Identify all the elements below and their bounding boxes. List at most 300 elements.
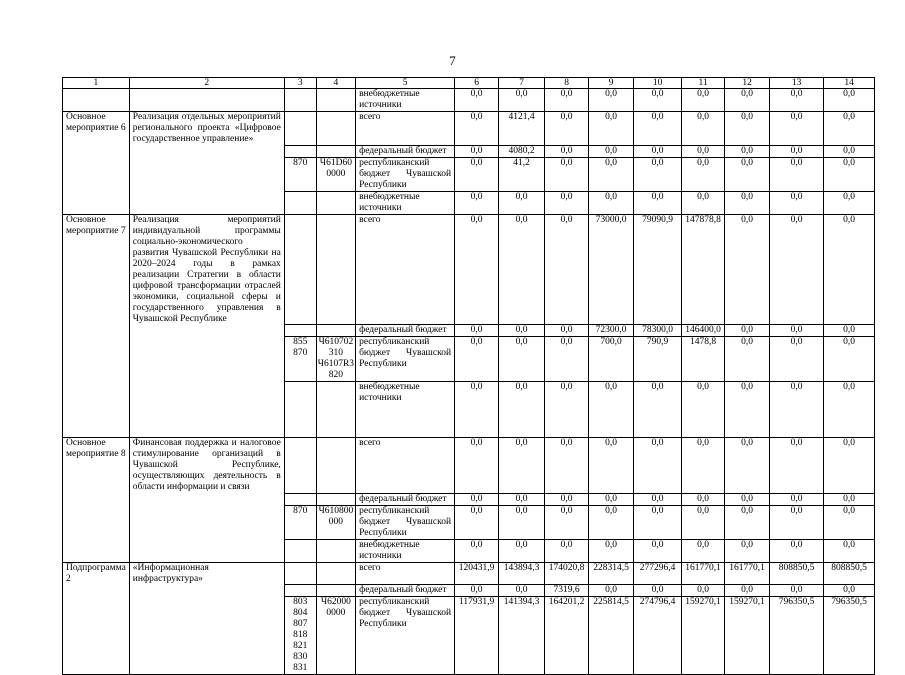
event-title [129,539,284,562]
amount-cell [499,112,545,146]
amount-cell-text: 0,0 [470,505,483,516]
amount-cell [545,337,589,382]
event-title [129,585,284,597]
amount-cell [589,438,634,494]
amount-cell [499,157,545,191]
funding-source-text: всего [359,112,381,122]
budget-code [316,337,355,382]
event-name [63,145,130,157]
event-title-text: «Информационная инфраструктура» [132,562,209,584]
responsible-code-text: 870 [293,157,308,168]
event-title [129,337,284,382]
amount-cell-text: 0,0 [790,438,803,448]
amount-cell [682,191,725,214]
responsible-code-text: 803 804 807 818 821 830 831 [293,597,308,673]
amount-cell-text: 0,0 [651,438,664,448]
amount-cell [455,112,499,146]
amount-cell [589,214,634,325]
table-row [63,562,875,585]
amount-cell [455,597,499,675]
amount-cell [682,112,725,146]
amount-cell [589,112,634,146]
amount-cell [682,214,725,325]
amount-cell-text: 0,0 [843,493,855,504]
amount-cell-text: 0,0 [605,89,617,99]
event-title [129,382,284,438]
amount-cell-text: 0,0 [843,89,855,99]
amount-cell-text: 0,0 [697,539,709,550]
amount-cell [725,382,770,438]
amount-cell-text: 225814,5 [593,597,629,607]
amount-cell [824,337,875,382]
event-title [129,325,284,337]
table-row [63,145,875,157]
funding-source [356,505,455,539]
responsible-code [284,597,316,675]
amount-cell [682,382,725,438]
amount-cell-text: 0,0 [515,382,528,392]
amount-cell-text: 0,0 [470,438,483,448]
table-row [63,382,875,438]
amount-cell [634,191,682,214]
amount-cell [770,145,824,157]
amount-cell-text: 0,0 [790,539,803,550]
amount-cell-text: 0,0 [790,214,803,225]
amount-cell-text: 0,0 [697,157,709,168]
amount-cell-text: 0,0 [560,112,573,122]
amount-cell-text: 0,0 [651,157,664,168]
event-title [129,214,284,325]
budget-code-text: Ч61D60 0000 [319,157,352,179]
amount-cell [824,191,875,214]
amount-cell-text: 0,0 [470,382,483,392]
funding-source-text: всего [359,438,381,448]
amount-cell-text: 0,0 [741,505,753,516]
amount-cell [770,562,824,585]
column-number: 5 [356,78,455,89]
amount-cell [770,89,824,112]
amount-cell-text: 0,0 [697,585,709,595]
amount-cell [725,539,770,562]
event-title-text: Реализация отдельных мероприятий регионального проекта «Цифровое государственное управление» [132,112,281,144]
column-number: 11 [682,78,725,89]
amount-cell [634,382,682,438]
budget-code-text: Ч610800 000 [318,505,354,527]
amount-cell-text: 0,0 [741,89,753,99]
amount-cell-text: 0,0 [605,505,617,516]
amount-cell [455,382,499,438]
budget-code [316,539,355,562]
amount-cell-text: 7319,6 [553,585,580,595]
amount-cell-text: 0,0 [843,539,855,550]
amount-cell [682,505,725,539]
table-row [63,89,875,112]
amount-cell [545,191,589,214]
amount-cell-text: 0,0 [560,214,573,225]
event-name-text: Основное мероприятие 8 [66,438,126,459]
event-name [63,493,130,505]
amount-cell-text: 0,0 [515,89,528,99]
amount-cell-text: 0,0 [470,325,483,335]
responsible-code [284,562,316,585]
amount-cell [455,157,499,191]
column-number: 13 [770,78,824,89]
amount-cell-text: 274796,4 [639,597,676,607]
amount-cell [634,597,682,675]
table-row [63,505,875,539]
amount-cell [545,562,589,585]
amount-cell-text: 0,0 [605,539,617,550]
amount-cell [634,438,682,494]
amount-cell-text: 0,0 [605,493,617,504]
funding-source [356,597,455,675]
amount-cell-text: 0,0 [605,145,617,156]
amount-cell-text: 0,0 [515,539,528,550]
amount-cell-text: 72300,0 [595,325,627,335]
amount-cell-text: 0,0 [515,337,528,347]
responsible-code [284,89,316,112]
funding-source-text: внебюджетные источники [359,382,420,403]
table-row [63,112,875,146]
amount-cell [545,438,589,494]
amount-cell-text: 0,0 [470,493,483,504]
budget-code [316,505,355,539]
amount-cell-text: 0,0 [605,585,617,595]
amount-cell [634,493,682,505]
event-name [63,562,130,585]
event-title [129,191,284,214]
amount-cell [824,145,875,157]
amount-cell [455,337,499,382]
amount-cell [634,89,682,112]
funding-source [356,89,455,112]
amount-cell [634,112,682,146]
amount-cell-text: 0,0 [697,505,709,516]
amount-cell-text: 0,0 [790,145,803,156]
event-title [129,562,284,585]
amount-cell-text: 0,0 [651,539,664,550]
amount-cell-text: 0,0 [515,493,528,504]
amount-cell [634,325,682,337]
responsible-code [284,191,316,214]
amount-cell [682,597,725,675]
amount-cell [770,325,824,337]
amount-cell [455,562,499,585]
amount-cell-text: 0,0 [560,539,573,550]
amount-cell-text: 0,0 [560,438,573,448]
amount-cell-text: 0,0 [843,325,855,335]
amount-cell-text: 0,0 [790,505,803,516]
amount-cell [499,191,545,214]
amount-cell [545,597,589,675]
amount-cell [770,112,824,146]
amount-cell-text: 0,0 [651,505,664,516]
amount-cell [499,145,545,157]
responsible-code-text: 855 870 [293,337,308,358]
amount-cell [824,214,875,325]
amount-cell-text: 0,0 [470,112,483,122]
amount-cell [589,191,634,214]
event-name [63,505,130,539]
amount-cell-text: 0,0 [741,585,753,595]
amount-cell [824,112,875,146]
amount-cell [725,337,770,382]
amount-cell-text: 0,0 [651,493,664,504]
amount-cell [545,505,589,539]
column-number: 2 [129,78,284,89]
responsible-code [284,112,316,146]
amount-cell [682,325,725,337]
funding-source-text: республиканский бюджет Чувашской Республики [359,505,452,538]
amount-cell [589,337,634,382]
event-title [129,505,284,539]
amount-cell-text: 0,0 [651,112,664,122]
amount-cell-text: 0,0 [515,214,528,225]
amount-cell [770,505,824,539]
amount-cell-text: 0,0 [843,438,855,448]
event-name [63,89,130,112]
amount-cell [824,597,875,675]
amount-cell [725,562,770,585]
amount-cell-text: 0,0 [605,438,617,448]
amount-cell [545,585,589,597]
amount-cell [589,585,634,597]
amount-cell-text: 0,0 [515,438,528,448]
amount-cell [545,89,589,112]
amount-cell [824,382,875,438]
amount-cell-text: 0,0 [790,493,803,504]
amount-cell-text: 0,0 [560,89,573,99]
amount-cell [824,438,875,494]
amount-cell [545,539,589,562]
amount-cell-text: 0,0 [741,438,753,448]
amount-cell-text: 277296,4 [639,562,676,573]
funding-source-text: республиканский бюджет Чувашской Республики [359,597,452,629]
amount-cell [682,585,725,597]
budget-code [316,562,355,585]
table-row [63,191,875,214]
amount-cell-text: 141394,3 [503,597,540,607]
amount-cell [589,505,634,539]
amount-cell-text: 120431,9 [458,562,495,573]
event-name [63,382,130,438]
amount-cell [499,214,545,325]
amount-cell [725,112,770,146]
funding-source [356,438,455,494]
amount-cell [455,214,499,325]
column-number: 9 [589,78,634,89]
amount-cell-text: 0,0 [697,382,709,392]
responsible-code [284,505,316,539]
amount-cell [824,493,875,505]
budget-code [316,493,355,505]
amount-cell-text: 0,0 [470,214,483,225]
event-name [63,157,130,191]
table-row [63,214,875,325]
event-title [129,145,284,157]
amount-cell [455,145,499,157]
amount-cell [634,157,682,191]
amount-cell-text: 161770,1 [685,562,721,573]
amount-cell [770,191,824,214]
amount-cell [682,539,725,562]
amount-cell [770,382,824,438]
amount-cell [634,585,682,597]
funding-source [356,382,455,438]
event-name [63,112,130,146]
event-name [63,325,130,337]
budget-code [316,438,355,494]
amount-cell [770,214,824,325]
column-number: 1 [63,78,130,89]
amount-cell [545,157,589,191]
column-number: 6 [455,78,499,89]
event-name [63,438,130,494]
amount-cell [770,337,824,382]
amount-cell-text: 143894,3 [503,562,540,573]
amount-cell [634,214,682,325]
amount-cell [725,191,770,214]
responsible-code [284,539,316,562]
column-number: 8 [545,78,589,89]
amount-cell [455,438,499,494]
budget-code [316,382,355,438]
event-name [63,585,130,597]
amount-cell-text: 796350,5 [778,597,815,607]
amount-cell-text: 0,0 [470,89,483,99]
budget-code [316,157,355,191]
amount-cell-text: 0,0 [560,493,573,504]
amount-cell-text: 159270,1 [729,597,765,607]
amount-cell [770,438,824,494]
event-title [129,157,284,191]
amount-cell [589,493,634,505]
amount-cell [589,539,634,562]
table-row [63,325,875,337]
responsible-code [284,438,316,494]
amount-cell-text: 228314,5 [593,562,629,573]
budget-code [316,585,355,597]
amount-cell-text: 0,0 [790,157,803,168]
amount-cell [770,493,824,505]
amount-cell [770,597,824,675]
amount-cell [589,597,634,675]
amount-cell [725,325,770,337]
event-name-text: Основное мероприятие 7 [66,214,126,236]
amount-cell [589,89,634,112]
event-name [63,597,130,675]
amount-cell-text: 0,0 [741,157,753,168]
amount-cell-text: 117931,9 [458,597,495,607]
event-title [129,493,284,505]
funding-source-text: федеральный бюджет [359,325,447,335]
amount-cell-text: 0,0 [515,325,528,335]
amount-cell-text: 0,0 [741,382,753,392]
amount-cell-text: 0,0 [515,191,528,202]
amount-cell [824,157,875,191]
amount-cell-text: 0,0 [470,585,483,595]
amount-cell [824,585,875,597]
funding-source [356,585,455,597]
column-number: 14 [824,78,875,89]
amount-cell [545,112,589,146]
funding-source-text: федеральный бюджет [359,585,447,595]
amount-cell-text: 0,0 [470,539,483,550]
amount-cell [770,585,824,597]
amount-cell [634,539,682,562]
funding-source [356,325,455,337]
amount-cell [682,438,725,494]
amount-cell-text: 0,0 [515,505,528,516]
event-name-text: Основное мероприятие 6 [66,112,126,133]
amount-cell-text: 1478,8 [690,337,717,347]
funding-source [356,214,455,325]
amount-cell-text: 0,0 [790,325,803,335]
amount-cell-text: 700,0 [600,337,622,347]
amount-cell [589,157,634,191]
funding-source [356,112,455,146]
funding-source [356,337,455,382]
amount-cell-text: 147878,8 [685,214,721,225]
amount-cell-text: 0,0 [741,191,753,202]
amount-cell [455,89,499,112]
amount-cell-text: 796350,5 [831,597,867,607]
funding-source-text: федеральный бюджет [359,145,447,156]
responsible-code [284,145,316,157]
budget-code [316,191,355,214]
amount-cell [455,505,499,539]
funding-source-text: внебюджетные источники [359,89,420,110]
amount-cell-text: 0,0 [741,337,753,347]
amount-cell [725,157,770,191]
amount-cell-text: 0,0 [560,337,573,347]
amount-cell [589,145,634,157]
amount-cell-text: 0,0 [741,493,753,504]
event-name [63,191,130,214]
table-row [63,585,875,597]
budget-code [316,325,355,337]
amount-cell [589,382,634,438]
column-number: 3 [284,78,316,89]
amount-cell [682,145,725,157]
amount-cell [499,382,545,438]
amount-cell [455,325,499,337]
amount-cell-text: 0,0 [697,493,709,504]
amount-cell-text: 0,0 [515,585,528,595]
amount-cell [499,505,545,539]
responsible-code [284,585,316,597]
amount-cell [455,191,499,214]
amount-cell-text: 161770,1 [729,562,765,573]
amount-cell [634,562,682,585]
responsible-code [284,337,316,382]
amount-cell-text: 164201,2 [548,597,585,607]
amount-cell [682,493,725,505]
amount-cell-text: 0,0 [843,585,855,595]
amount-cell-text: 0,0 [651,191,664,202]
amount-cell [545,493,589,505]
amount-cell-text: 0,0 [843,191,855,202]
table-row [63,493,875,505]
amount-cell-text: 0,0 [843,214,855,225]
table-row [63,597,875,675]
amount-cell-text: 0,0 [605,382,617,392]
amount-cell-text: 0,0 [470,337,483,347]
amount-cell-text: 0,0 [790,337,803,347]
amount-cell [725,505,770,539]
column-number: 7 [499,78,545,89]
event-name-text: Подпрограмма 2 [66,562,126,584]
